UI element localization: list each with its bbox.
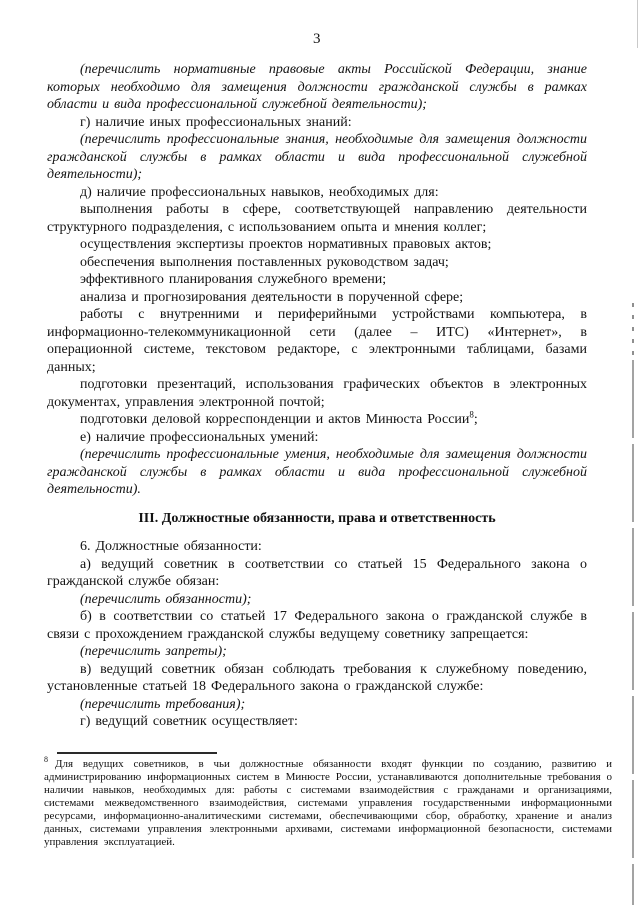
paragraph: а) ведущий советник в соответствии со статьей 15 Федерального закона о гражданской службе обязан:: [47, 556, 587, 589]
paragraph: подготовки презентаций, использования графических объектов в электронных документах, управления электронной почтой;: [47, 377, 587, 410]
footnote: [44, 752, 612, 849]
paragraph: выполнения работы в сфере, соответствующей направлению деятельности структурного подразделения, с использованием опыта и мнения коллег;: [47, 202, 587, 235]
paragraph: (перечислить профессиональные умения, необходимые для замещения должности гражданской службы в рамках области и вида профессиональной служебной деятельности).: [47, 447, 587, 497]
paragraph: б) в соответствии со статьей 17 Федерального закона о гражданской службе в связи с прохождением гражданской службы ведущему советнику запрещается:: [47, 609, 587, 642]
section-duties: [47, 538, 587, 731]
footnote-marker: 8: [44, 755, 48, 765]
paragraph: анализа и прогнозирования деятельности в порученной сфере;: [80, 289, 464, 305]
paragraph: (перечислить запреты);: [80, 644, 227, 659]
section-heading: III. Должностные обязанности, права и ответственность: [138, 510, 496, 526]
paragraph: е) наличие профессиональных умений:: [80, 429, 319, 445]
page-number: 3: [313, 31, 321, 47]
paragraph: г) наличие иных профессиональных знаний:: [80, 114, 352, 130]
paragraph: в) ведущий советник обязан соблюдать требования к служебному поведению, установленные статьей 18 Федерального закона о гражданской службе:: [47, 661, 587, 694]
paragraph: обеспечения выполнения поставленных руководством задач;: [80, 254, 449, 270]
scan-artifact-dashed-marks: [632, 303, 634, 361]
page-content: [47, 30, 587, 731]
section-requirements: [47, 61, 587, 499]
paragraph: осуществления экспертизы проектов нормативных правовых актов;: [80, 237, 492, 252]
scan-artifact-page-edge-line: [632, 360, 634, 905]
paragraph: (перечислить требования);: [80, 696, 246, 712]
paragraph: работы с внутренними и периферийными устройствами компьютера, в информационно-телекоммуникационной сети (далее – ИТС) «Интернет», в операционной системе, текстовом редакторе, с электронными таблицами, базами данных;: [47, 307, 587, 375]
footnote-reference: 8: [469, 409, 474, 420]
paragraph: подготовки деловой корреспонденции и актов Минюста России$^8$;: [80, 409, 478, 427]
paragraph: (перечислить профессиональные знания, необходимые для замещения должности гражданской службы в рамках области и вида профессиональной служебной деятельности);: [47, 132, 587, 182]
paragraph: 6. Должностные обязанности:: [80, 539, 262, 554]
paragraph: эффективного планирования служебного времени;: [80, 272, 387, 287]
footnote-separator: [57, 752, 217, 754]
paragraph: (перечислить обязанности);: [80, 591, 252, 607]
footnote-body: Для ведущих советников, в чьи должностные обязанности входят функции по созданию, развитию и администрированию информационных систем в Минюсте России, устанавливаются дополнительные требования о наличии навыков, необходимых для: работы с системами взаимодействия с гражданами и организациями, системами межведомственного взаимодействия, системами управления государственными информационными ресурсами, информационно-аналитическими системами, обеспечивающими сбор, обработку, хранение и анализ данных, системами управления электронными архивами, системами информационной безопасности, системами управления эксплуатацией.: [44, 758, 612, 848]
paragraph: г) ведущий советник осуществляет:: [80, 714, 298, 729]
paragraph: д) наличие профессиональных навыков, необходимых для:: [80, 184, 439, 200]
scan-artifact-right-edge-hairline: [637, 0, 638, 48]
footnote-text: [44, 755, 612, 849]
paragraph: (перечислить нормативные правовые акты Российской Федерации, знание которых необходимо для замещения должности гражданской службы в рамках области и вида профессиональной служебной деятельности);: [47, 62, 587, 112]
